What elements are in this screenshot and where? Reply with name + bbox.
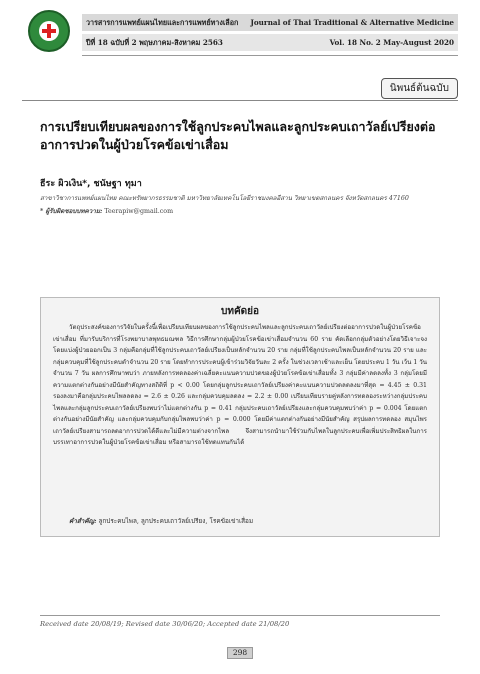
corresponding-author xyxy=(40,206,173,216)
header-journal-band xyxy=(82,14,458,31)
section-divider xyxy=(22,100,458,101)
journal-emblem-icon xyxy=(28,10,70,52)
page-number: 298 xyxy=(227,647,253,659)
affiliation: สาขาวิชาการแพทย์แผนไทย คณะทรัพยากรธรรมชาติ มหาวิทยาลัยเทคโนโลยีราชมงคลอีสาน วิทยาเขตสกลนคร จังหวัดสกลนคร 47160 xyxy=(40,195,409,202)
footer-divider xyxy=(40,615,440,616)
keywords-text: ลูกประคบไพล, ลูกประคบเถาวัลย์เปรียง, โรคข้อเข่าเสื่อม xyxy=(98,517,254,525)
issue-th: ปีที่ 18 ฉบับที่ 2 พฤษภาคม-สิงหาคม 2563 xyxy=(86,38,223,47)
issue-en: Vol. 18 No. 2 May-August 2020 xyxy=(329,38,454,47)
keywords xyxy=(53,516,427,526)
journal-name-th: วารสารการแพทย์แผนไทยและการแพทย์ทางเลือก xyxy=(86,18,239,27)
article-type-badge: นิพนธ์ต้นฉบับ xyxy=(381,78,458,99)
article-title: การเปรียบเทียบผลของการใช้ลูกประคบไพลและลูกประคบเถาวัลย์เปรียงต่ออาการปวดในผู้ป่วยโรคข้อเข่าเสื่อม xyxy=(40,119,436,152)
abstract-box xyxy=(40,297,440,537)
corresponding-label: * ผู้รับผิดชอบบทความ: xyxy=(40,208,103,215)
submission-dates: Received date 20/08/19; Revised date 30/06/20; Accepted date 21/08/20 xyxy=(40,620,290,628)
header-issue-band xyxy=(82,34,458,51)
abstract-heading: บทคัดย่อ xyxy=(221,306,259,317)
abstract-body: วัตถุประสงค์ของการวิจัยในครั้งนี้เพื่อเปรียบเทียบผลของการใช้ลูกประคบไพลและลูกประคบเถาวัลย์เปรียงต่ออาการปวดในผู้ป่วยโรคข้อเข่าเสื่อม ที่มารับบริการที่โรงพยาบาลพุทธมณฑล วิธีการศึกษากลุ่มผู้ป่วยโรคข้อเข่าเสื่อมจำนวน 60 ราย คัดเลือกกลุ่มตัวอย่างโดยวิธีเจาะจงโดยแบ่งผู้ป่วยออกเป็น 3 กลุ่มคือกลุ่มที่ใช้ลูกประคบเถาวัลย์เปรียงเป็นหลักจำนวน 20 ราย กลุ่มที่ใช้ลูกประคบไพลเป็นหลักจำนวน 20 ราย และกลุ่มควบคุมที่ใช้ลูกประคบตำจำนวน 20 ราย โดยทำการประคบผู้เข้าร่วมวิจัยวันละ 2 ครั้ง ในช่วงเวลาเช้าและเย็น โดยประคบ 1 วัน เว้น 1 วัน จำนวน 7 วัน ผลการศึกษาพบว่า ภายหลังการทดลองค่าเฉลี่ยคะแนนความปวดของผู้ป่วยโรคข้อเข่าเสื่อมทั้ง 3 กลุ่มมีค่าลดลงทั้ง 3 กลุ่มโดยมีความแตกต่างกันอย่างมีนัยสำคัญทางสถิติที่ p < 0.00 โดยกลุ่มลูกประคบเถาวัลย์เปรียงค่าคะแนนความปวดลดลงมาที่สุด = 4.45 ± 0.31 รองลงมาคือกลุ่มประคบไพลลดลง = 2.6 ± 0.26 และกลุ่มควบคุมลดลง = 2.2 ± 0.00 เปรียบเทียบรายคู่หลังการทดลองระหว่างกลุ่มประคบไพลและกลุ่มลูกประคบเถาวัลย์เปรียงพบว่าไม่แตกต่างกัน p = 0.41 กลุ่มประคบเถาวัลย์เปรียงและกลุ่มควบคุมพบว่าค่า p = 0.004 โดยแตกต่างกันอย่างมีนัยสำคัญ และกลุ่มควบคุมกับกลุ่มไพลพบว่าค่า p = 0.000 โดยมีค่าแตกต่างกันอย่างมีนัยสำคัญ สรุปผลการทดลอง สมุนไพรเถาวัลย์เปรียงสามารถลดอาการปวดได้ดีและไม่มีความต่างจากไพล จึงสามารถนำมาใช้ร่วมกับไพลในลูกประคบเพื่อเพิ่มประสิทธิผลในการบรรเทาอาการปวดในผู้ป่วยโรคข้อเข่าเสื่อม หรือสามารถใช้ทดแทนกันได้ xyxy=(53,324,427,446)
journal-header xyxy=(22,8,458,60)
header-divider xyxy=(82,55,458,56)
corresponding-email[interactable]: Teerapiw@gmail.com xyxy=(104,208,174,215)
author-list: ธีระ ผิวเงิน*, ชนัษฐา ทุมา xyxy=(40,179,142,189)
keywords-label: คำสำคัญ: xyxy=(69,517,97,525)
journal-name-en: Journal of Thai Traditional & Alternative Medicine xyxy=(250,18,454,27)
